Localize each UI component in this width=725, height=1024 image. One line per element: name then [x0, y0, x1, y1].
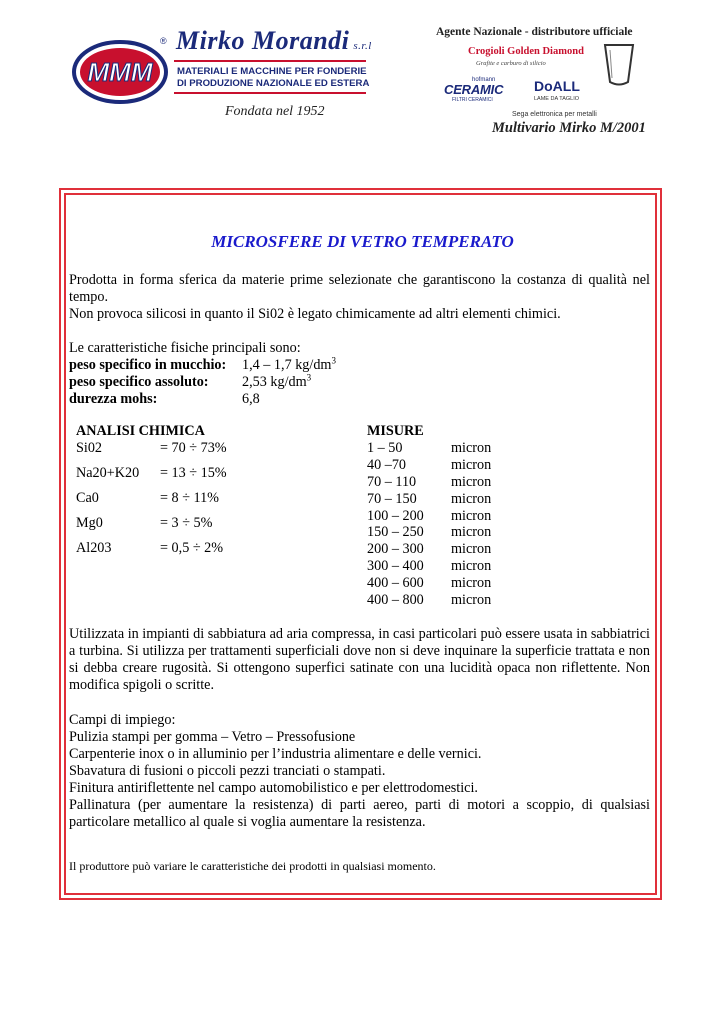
- feature-row: [69, 355, 336, 374]
- feature-value: 1,4 – 1,7 $kg/dm^3$: [242, 355, 336, 373]
- measure-range: 300 – 400: [367, 558, 424, 574]
- usage-paragraph: Utilizzata in impianti di sabbiatura ad aria compressa, in casi particolari può essere usata in sabbiatrici a turbina. Si utilizza per trattamenti superficiali dove non si deve inquinare la superficie trattata e non si debba creare rugosità. Si ottengono superfici satinate con una lucidità opaca non riflettente. Non modifica spigoli o scritte.: [69, 626, 650, 693]
- feature-value: 6,8: [242, 391, 260, 407]
- applications-heading: Campi di impiego:: [69, 712, 176, 728]
- measure-range: 200 – 300: [367, 541, 424, 557]
- application-item: Finitura antiriflettente nel campo automobilistico e per elettrodomestici.: [69, 780, 478, 796]
- measure-unit: micron: [451, 524, 492, 540]
- chemical-name: Ca0: [76, 490, 99, 506]
- feature-label: peso specifico assoluto:: [69, 374, 209, 390]
- chemical-value: = 3 ÷ 5%: [160, 515, 213, 531]
- measure-unit: micron: [451, 491, 492, 507]
- application-item: Sbavatura di fusioni o piccoli pezzi tranciati o stampati.: [69, 763, 386, 779]
- divider: [174, 92, 366, 94]
- measure-range: 100 – 200: [367, 508, 424, 524]
- brand-hofmann: hofmann: [472, 77, 496, 83]
- measure-unit: micron: [451, 592, 492, 608]
- company-suffix: s.r.l: [353, 40, 372, 52]
- logo-initials: MMM: [87, 57, 153, 87]
- document-title: MICROSFERE DI VETRO TEMPERATO: [211, 232, 514, 251]
- saw-model: Multivario Mirko M/2001: [492, 120, 646, 136]
- mmm-logo-icon: [70, 32, 170, 107]
- measure-range: 70 – 150: [367, 491, 417, 507]
- measure-range: 150 – 250: [367, 524, 424, 540]
- brand-crogioli-sub: Grafite e carburo di silicio: [476, 60, 546, 67]
- company-tagline-1: MATERIALI E MACCHINE PER FONDERIE: [177, 66, 367, 77]
- measure-range: 70 – 110: [367, 474, 417, 490]
- divider: [174, 60, 366, 62]
- measure-unit: micron: [451, 440, 492, 456]
- measure-range: 400 – 800: [367, 592, 424, 608]
- measure-unit: micron: [451, 457, 492, 473]
- svg-text:®: [160, 36, 167, 46]
- svg-text:MMM: [88, 57, 154, 87]
- chemical-name: Mg0: [76, 515, 103, 531]
- features-heading: Le caratteristiche fisiche principali sono:: [69, 340, 301, 356]
- company-logo-block: [70, 22, 370, 142]
- company-name: Mirko Morandi s.r.l: [176, 26, 372, 55]
- chemical-value: = 13 ÷ 15%: [160, 465, 227, 481]
- chemical-name: Al203: [76, 540, 112, 556]
- intro-paragraph: Prodotta in forma sferica da materie prime selezionate che garantiscono la costanza di qualità nel tempo.: [69, 272, 650, 305]
- feature-label: peso specifico in mucchio:: [69, 357, 227, 373]
- feature-label: durezza mohs:: [69, 391, 158, 407]
- footnote: Il produttore può variare le caratteristiche dei prodotti in qualsiasi momento.: [69, 859, 436, 873]
- saw-caption: Sega elettronica per metalli: [512, 111, 597, 118]
- brand-doall: DoALL: [534, 78, 580, 94]
- chemical-heading: ANALISI CHIMICA: [76, 423, 205, 439]
- application-item: Carpenterie inox o in alluminio per l’industria alimentare e delle vernici.: [69, 746, 482, 762]
- feature-row: [69, 372, 312, 391]
- founded-text: Fondata nel 1952: [225, 104, 325, 119]
- feature-row: [69, 391, 260, 408]
- chemical-value: = 70 ÷ 73%: [160, 440, 227, 456]
- feature-value: 2,53 $kg/dm^3$: [242, 372, 312, 390]
- chemical-name: Na20+K20: [76, 465, 140, 481]
- agent-block: [430, 24, 650, 144]
- measure-unit: micron: [451, 474, 492, 490]
- brand-crogioli: Crogioli Golden Diamond: [468, 46, 584, 57]
- chemical-value: = 8 ÷ 11%: [160, 490, 220, 506]
- measure-unit: micron: [451, 575, 492, 591]
- measures-heading: MISURE: [367, 423, 424, 439]
- chemical-name: Si02: [76, 440, 103, 456]
- measure-range: 1 – 50: [367, 440, 403, 456]
- application-item: Pulizia stampi per gomma – Vetro – Pressofusione: [69, 729, 356, 745]
- application-item: Pallinatura (per aumentare la resistenza) di parti aereo, parti di motori a scoppio, di qualsiasi particolare metallico al quale si voglia aumentare la resistenza.: [69, 797, 650, 830]
- chemical-value: = 0,5 ÷ 2%: [160, 540, 224, 556]
- registered-mark: ®: [160, 36, 167, 46]
- agent-title: Agente Nazionale - distributore ufficiale: [436, 26, 633, 38]
- company-tagline-2: DI PRODUZIONE NAZIONALE ED ESTERA: [177, 78, 370, 89]
- measure-unit: micron: [451, 541, 492, 557]
- intro-paragraph-2: Non provoca silicosi in quanto il Si02 è legato chimicamente ad altri elementi chimici.: [69, 306, 561, 322]
- measure-range: 400 – 600: [367, 575, 424, 591]
- brand-ceramic: CERAMIC: [444, 82, 504, 97]
- brand-doall-sub: LAME DA TAGLIO: [534, 96, 580, 102]
- brand-ceramic-sub: FILTRI CERAMICI: [452, 97, 493, 103]
- measure-range: 40 –70: [367, 457, 407, 473]
- measure-unit: micron: [451, 508, 492, 524]
- crucible-icon: [602, 42, 636, 88]
- measure-unit: micron: [451, 558, 492, 574]
